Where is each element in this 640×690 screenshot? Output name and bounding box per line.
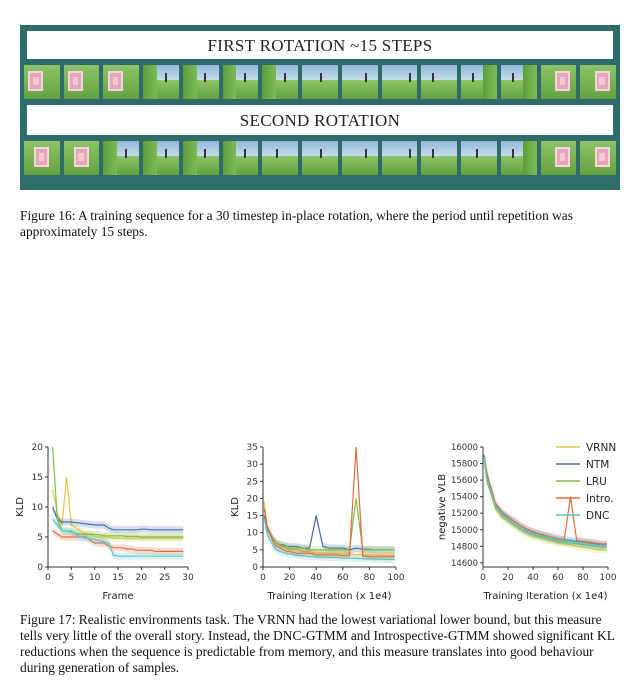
x-tick-label: 0 xyxy=(45,573,51,583)
y-tick-label: 0 xyxy=(252,563,258,573)
y-tick-label: 15600 xyxy=(450,476,478,487)
x-tick-label: 20 xyxy=(135,573,148,583)
figure17-charts xyxy=(0,432,640,622)
figure17-caption xyxy=(20,612,625,676)
y-tick-label: 20 xyxy=(31,443,43,453)
x-tick-label: 30 xyxy=(182,573,194,583)
y-axis-label: KLD xyxy=(15,497,26,517)
y-tick-label: 15 xyxy=(246,511,258,522)
figure17-label: Figure 17: xyxy=(20,612,76,627)
rotation-frame xyxy=(262,141,298,175)
first-rotation-title: FIRST ROTATION ~15 STEPS xyxy=(25,29,615,61)
y-tick-label: 16000 xyxy=(450,443,478,453)
x-axis-label: Frame xyxy=(102,591,134,602)
second-rotation-frames xyxy=(24,141,616,175)
x-tick-label: 20 xyxy=(502,573,514,583)
figure17-text: Realistic environments task. The VRNN had the lowest variational lower bound, but this measure tells very little of the overall story. Instead, the DNC-GTMM and Introspective-GTMM showed significant KL reductions when the sequence is predictable from memory, and this measure translates into good behaviour during generation of samples. xyxy=(20,612,615,675)
y-axis-label: negative VLB xyxy=(437,473,448,541)
x-axis-label: Training Iteration (x 1e4) xyxy=(483,591,608,602)
y-tick-label: 30 xyxy=(246,460,258,471)
x-tick-label: 80 xyxy=(577,573,589,583)
rotation-frame xyxy=(382,141,418,175)
y-axis-label: KLD xyxy=(230,497,241,517)
chart-kld-training xyxy=(230,443,405,602)
rotation-frame xyxy=(342,141,378,175)
rotation-frame xyxy=(541,141,577,175)
y-tick-label: 15800 xyxy=(450,459,478,470)
y-tick-label: 15400 xyxy=(450,492,478,503)
series-line-intro xyxy=(264,447,394,557)
x-tick-label: 0 xyxy=(480,573,486,583)
rotation-frame xyxy=(541,65,577,99)
rotation-frame xyxy=(103,141,139,175)
rotation-frame xyxy=(24,65,60,99)
rotation-frame xyxy=(421,141,457,175)
rotation-frame xyxy=(223,141,259,175)
x-tick-label: 80 xyxy=(363,573,376,583)
chart-kld-frame xyxy=(15,443,194,602)
y-tick-label: 15200 xyxy=(450,509,478,520)
rotation-frame xyxy=(24,141,60,175)
y-tick-label: 20 xyxy=(246,494,258,505)
rotation-frame xyxy=(223,65,259,99)
rotation-frame xyxy=(143,141,179,175)
rotation-frame xyxy=(64,65,100,99)
x-tick-label: 0 xyxy=(260,573,266,583)
x-axis-label: Training Iteration (x 1e4) xyxy=(267,591,392,602)
rotation-frame xyxy=(580,141,616,175)
y-tick-label: 14800 xyxy=(450,542,478,553)
x-tick-label: 25 xyxy=(158,573,171,583)
rotation-frame xyxy=(501,141,537,175)
y-tick-label: 35 xyxy=(246,443,258,453)
legend xyxy=(556,442,616,522)
rotation-frame xyxy=(64,141,100,175)
rotation-frame xyxy=(183,65,219,99)
rotation-frame xyxy=(302,65,338,99)
y-tick-label: 10 xyxy=(246,528,258,539)
y-tick-label: 15000 xyxy=(450,525,478,536)
legend-label: NTM xyxy=(586,459,610,471)
y-tick-label: 5 xyxy=(37,533,43,543)
rotation-frame xyxy=(342,65,378,99)
y-tick-label: 5 xyxy=(252,545,258,556)
rotation-frame xyxy=(143,65,179,99)
x-tick-label: 60 xyxy=(552,573,564,583)
rotation-frame xyxy=(302,141,338,175)
x-tick-label: 40 xyxy=(310,573,322,583)
x-tick-label: 10 xyxy=(88,573,101,583)
legend-label: VRNN xyxy=(586,442,617,454)
figure16-caption xyxy=(20,208,625,240)
first-rotation-frames xyxy=(24,65,616,99)
y-tick-label: 25 xyxy=(246,477,258,488)
x-tick-label: 60 xyxy=(337,573,349,583)
rotation-frame xyxy=(183,141,219,175)
figure16-text: A training sequence for a 30 timestep in-place rotation, where the period until repetition was approximately 15 steps. xyxy=(20,208,573,239)
x-tick-label: 5 xyxy=(68,573,75,583)
rotation-frame xyxy=(421,65,457,99)
y-tick-label: 14600 xyxy=(450,558,478,569)
rotation-frame xyxy=(461,65,497,99)
y-tick-label: 10 xyxy=(31,503,43,513)
legend-label: LRU xyxy=(586,476,607,488)
figure16-label: Figure 16: xyxy=(20,208,76,223)
rotation-frame xyxy=(103,65,139,99)
x-tick-label: 100 xyxy=(599,573,617,583)
x-tick-label: 15 xyxy=(112,573,124,583)
rotation-frame xyxy=(580,65,616,99)
rotation-frame xyxy=(262,65,298,99)
rotation-frame xyxy=(461,141,497,175)
legend-label: DNC xyxy=(586,510,610,522)
series-band-dnc xyxy=(264,515,394,563)
rotation-frame xyxy=(501,65,537,99)
y-tick-label: 15 xyxy=(31,473,43,483)
x-tick-label: 20 xyxy=(283,573,296,583)
x-tick-label: 40 xyxy=(527,573,539,583)
rotation-figure xyxy=(20,25,620,190)
second-rotation-title: SECOND ROTATION xyxy=(25,103,615,137)
y-tick-label: 0 xyxy=(37,563,43,573)
x-tick-label: 100 xyxy=(387,573,405,583)
rotation-frame xyxy=(382,65,418,99)
legend-label: Intro. xyxy=(586,493,614,505)
